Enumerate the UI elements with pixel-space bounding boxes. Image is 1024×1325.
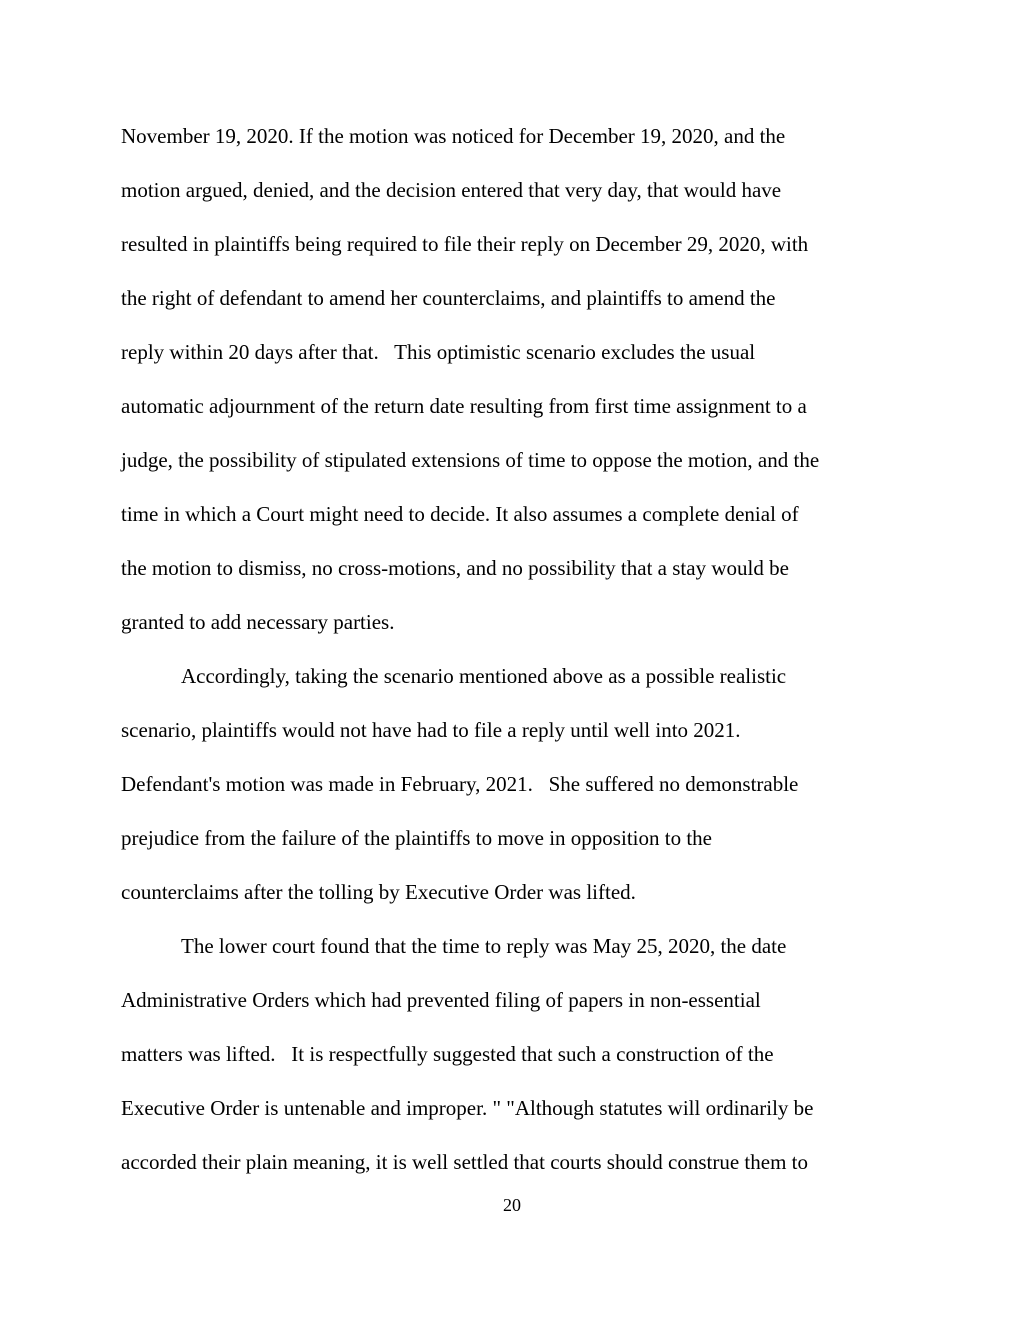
text-line: counterclaims after the tolling by Executive Order was lifted. xyxy=(121,880,636,904)
text-line: Executive Order is untenable and improper. " "Although statutes will ordinarily be xyxy=(121,1096,814,1120)
paragraph-first-line: The lower court found that the time to reply was May 25, 2020, the date xyxy=(181,934,787,958)
text-line: reply within 20 days after that. This optimistic scenario excludes the usual xyxy=(121,340,756,364)
text-line: November 19, 2020. If the motion was noticed for December 19, 2020, and the xyxy=(121,124,786,148)
text-line: the motion to dismiss, no cross-motions, and no possibility that a stay would be xyxy=(121,556,789,580)
text-line: prejudice from the failure of the plaintiffs to move in opposition to the xyxy=(121,826,712,850)
text-line: Defendant's motion was made in February, 2021. She suffered no demonstrable xyxy=(121,772,799,796)
text-line: resulted in plaintiffs being required to file their reply on December 29, 2020, with xyxy=(121,232,809,256)
text-line: time in which a Court might need to decide. It also assumes a complete denial of xyxy=(121,502,799,526)
text-line: granted to add necessary parties. xyxy=(121,610,395,634)
text-line: judge, the possibility of stipulated extensions of time to oppose the motion, and the xyxy=(121,448,820,472)
text-line: matters was lifted. It is respectfully suggested that such a construction of the xyxy=(121,1042,774,1066)
page-number: 20 xyxy=(503,1195,521,1215)
text-line: accorded their plain meaning, it is well settled that courts should construe them to xyxy=(121,1150,808,1174)
text-line: the right of defendant to amend her counterclaims, and plaintiffs to amend the xyxy=(121,286,776,310)
text-line: Administrative Orders which had prevented filing of papers in non-essential xyxy=(121,988,761,1012)
text-line: scenario, plaintiffs would not have had to file a reply until well into 2021. xyxy=(121,718,741,742)
paragraph-first-line: Accordingly, taking the scenario mentioned above as a possible realistic xyxy=(181,664,787,688)
text-line: automatic adjournment of the return date resulting from first time assignment to a xyxy=(121,394,807,418)
text-line: motion argued, denied, and the decision entered that very day, that would have xyxy=(121,178,782,202)
